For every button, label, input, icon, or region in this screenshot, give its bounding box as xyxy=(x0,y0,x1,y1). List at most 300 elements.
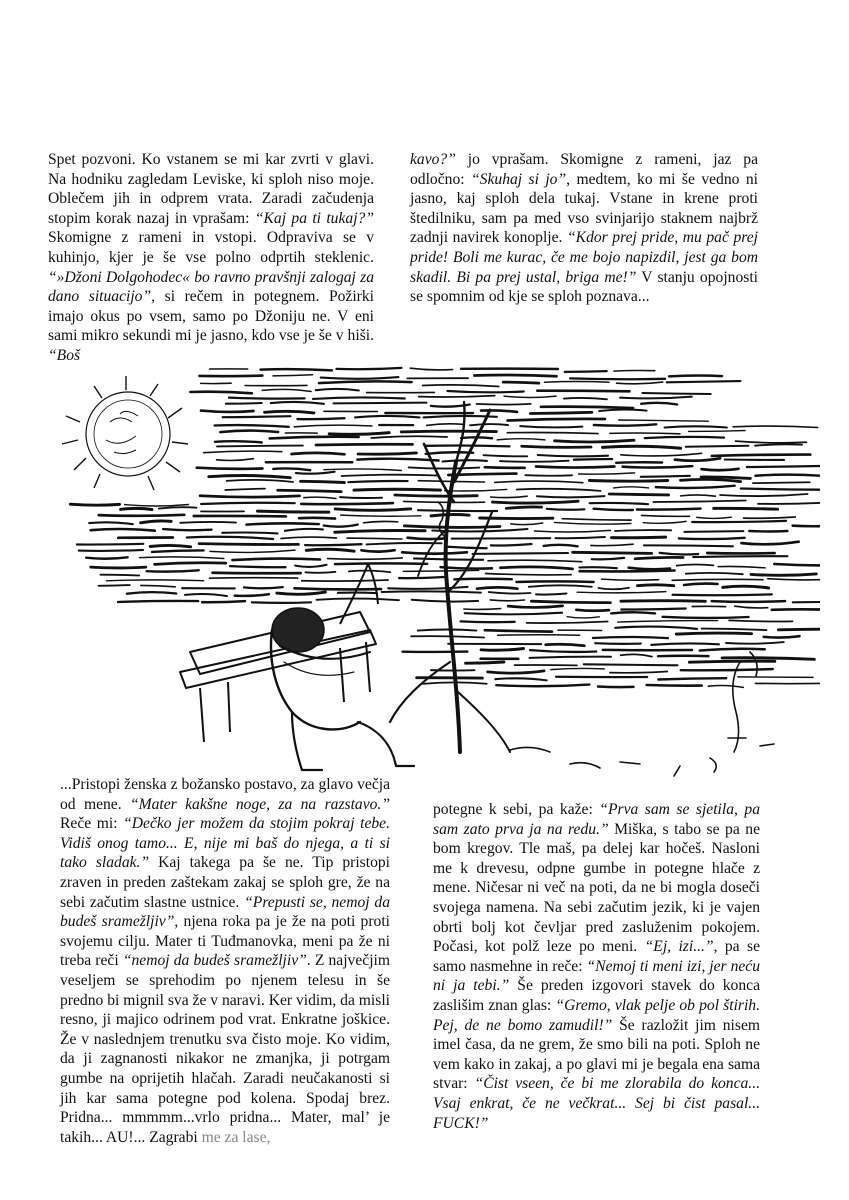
hatch-stroke xyxy=(576,610,609,611)
italic-run: “Gremo, vlak pelje ob pol štirih. Pej, de ne bomo zamudil!” xyxy=(433,996,760,1034)
hatch-stroke xyxy=(638,585,674,586)
hatch-stroke xyxy=(747,466,820,467)
hatch-stroke xyxy=(321,377,399,379)
hatch-stroke xyxy=(445,489,507,491)
hatch-stroke xyxy=(667,381,741,382)
italic-run: kavo?” xyxy=(410,151,456,168)
hatch-stroke xyxy=(382,591,481,592)
hatch-stroke xyxy=(324,469,401,471)
hatch-stroke xyxy=(125,505,189,507)
hatch-stroke xyxy=(686,446,749,447)
italic-run: “»Džoni Dolgohodec« bo ravno pravšnji zalogaj za dano situacijo” xyxy=(48,268,374,306)
hatch-stroke xyxy=(229,398,305,399)
hatch-stroke xyxy=(335,563,427,564)
hatch-stroke xyxy=(294,425,372,427)
hatch-stroke xyxy=(140,557,224,559)
text-run: , pa se samo nasmehne in reče: xyxy=(433,938,761,975)
text-run: , njena roka pa je že na poti proti svojemu cilju. Mater ti Tuđmanovka, meni pa že ni treba reči xyxy=(60,913,390,970)
italic-run: “nemoj da budeš sramežljiv” xyxy=(122,952,307,970)
text-run: Spet pozvoni. Ko vstanem se mi kar zvrti v glavi. Na hodniku zagledam Leviske, ki sploh niso moje. Oblečem jih in odprem vrata. Zaradi začudenja stopim korak nazaj in vprašam: xyxy=(48,151,374,227)
hatch-stroke xyxy=(230,566,286,567)
hatch-stroke xyxy=(623,466,693,467)
text-run: potegne k sebi, pa kaže: xyxy=(433,801,600,818)
hatch-stroke xyxy=(342,475,439,476)
hatch-stroke xyxy=(411,636,484,637)
hatch-stroke xyxy=(774,564,820,565)
hatch-stroke xyxy=(447,391,523,392)
hatch-stroke xyxy=(431,515,469,516)
hatch-stroke xyxy=(735,606,768,608)
italic-run: “Kaj pa ti tukaj?” xyxy=(254,209,374,227)
hatch-stroke xyxy=(335,509,411,511)
hatch-stroke xyxy=(645,437,724,438)
hatch-stroke xyxy=(621,654,652,656)
hatch-stroke xyxy=(618,621,718,623)
hatch-stroke xyxy=(489,592,531,593)
hatch-stroke xyxy=(653,501,746,503)
hatch-stroke xyxy=(304,497,336,498)
hatch-stroke xyxy=(209,476,290,478)
hatch-stroke xyxy=(573,552,652,553)
hatch-stroke xyxy=(700,649,765,651)
hatch-stroke xyxy=(465,613,562,615)
italic-run: “Prva sam se sjetila, pa sam zato prva ja na redu.” xyxy=(433,801,761,838)
hatch-stroke xyxy=(643,393,711,394)
hatch-stroke xyxy=(758,503,820,504)
hatch-stroke xyxy=(358,453,416,454)
hatch-stroke xyxy=(594,509,633,510)
hatch-stroke xyxy=(454,579,511,580)
hatch-stroke xyxy=(329,433,389,435)
hatch-stroke xyxy=(367,543,442,544)
hatch-stroke xyxy=(525,475,572,476)
hatch-stroke xyxy=(681,495,716,496)
hatch-stroke xyxy=(723,586,769,588)
hatch-stroke xyxy=(141,585,175,586)
hatch-stroke xyxy=(215,425,289,427)
hatch-stroke xyxy=(150,545,190,546)
text-run: Še razložit jim nisem imel časa, da ne grem, že smo bili na poti. Sploh ne vem kako in zakaj, a po glavi mi je begala ena sama stvar: xyxy=(433,1016,760,1093)
hatch-stroke xyxy=(589,481,667,482)
hatch-stroke xyxy=(520,426,582,427)
hatch-stroke xyxy=(316,389,359,391)
hatch-stroke xyxy=(227,480,294,482)
hatch-stroke xyxy=(419,396,495,397)
hatch-stroke xyxy=(295,565,326,567)
hatch-stroke xyxy=(495,678,546,680)
hatch-stroke xyxy=(522,446,591,447)
hatch-stroke xyxy=(361,550,394,551)
hatch-stroke xyxy=(768,579,820,580)
hatch-stroke xyxy=(301,503,393,504)
italic-run: “Prepusti se, nemoj da budeš sramežljiv” xyxy=(60,893,390,931)
hatch-stroke xyxy=(426,452,473,454)
hatch-stroke xyxy=(531,601,610,602)
hatch-stroke xyxy=(506,507,541,508)
hatch-stroke xyxy=(609,494,668,495)
hatch-stroke xyxy=(301,481,345,482)
hatch-stroke xyxy=(354,489,441,490)
hatch-stroke xyxy=(232,559,320,561)
hatch-stroke xyxy=(702,469,739,470)
hatch-stroke xyxy=(594,424,657,425)
hatch-stroke xyxy=(656,486,735,488)
hatch-stroke xyxy=(718,566,765,567)
hatch-stroke xyxy=(395,495,477,496)
hatch-stroke xyxy=(89,522,133,524)
hatch-stroke xyxy=(252,602,311,603)
hatch-stroke xyxy=(755,444,802,445)
hatch-stroke xyxy=(584,664,678,665)
hatch-stroke xyxy=(101,575,140,576)
hatch-stroke xyxy=(629,568,670,570)
text-run: Skomigne z rameni in vstopi. Odpraviva se v kuhinjo, kjer je še vse polno odprtih steklenic. xyxy=(48,229,374,266)
paragraph xyxy=(433,800,760,1133)
hatch-stroke xyxy=(665,426,727,427)
hatch-stroke xyxy=(488,560,582,562)
hatch-stroke xyxy=(736,441,807,443)
hatch-stroke xyxy=(371,436,447,438)
hatch-stroke xyxy=(147,570,199,571)
italic-run: “Skuhaj si jo” xyxy=(471,170,567,188)
italic-run: “Ej, izi...” xyxy=(644,938,714,956)
hatch-stroke xyxy=(610,433,680,434)
hatch-stroke xyxy=(210,550,295,552)
hatch-stroke xyxy=(246,523,318,524)
hatch-stroke xyxy=(579,567,617,568)
italic-run: “Kdor prej pride, mu pač prej pride! Boli me kurac, če me bojo napizdil, jest ga bom skadil. Bi pa prej ustal, briga me!” xyxy=(410,229,758,286)
text-run: Kaj takega pa še ne. Tip pristopi zraven in preden zaštekam zakaj se sploh gre, že na sebi začutim slastne ustnice. xyxy=(60,854,391,911)
hatch-stroke xyxy=(593,637,668,638)
hatch-stroke xyxy=(547,509,585,510)
hatch-stroke xyxy=(328,558,403,559)
hatch-stroke xyxy=(200,376,263,377)
hatch-stroke xyxy=(530,412,592,413)
hatch-stroke xyxy=(574,459,612,460)
hatch-stroke xyxy=(220,431,278,433)
hatch-stroke xyxy=(614,371,655,372)
hatch-stroke xyxy=(556,537,605,538)
text-column-top-right xyxy=(410,150,758,307)
hatch-stroke xyxy=(464,609,501,610)
hatch-stroke xyxy=(793,526,820,527)
text-run: V stanju opojnosti se spomnim od kje se sploh poznava... xyxy=(410,268,758,306)
hatch-stroke xyxy=(501,567,573,569)
hatch-stroke xyxy=(204,451,282,453)
hatch-stroke xyxy=(306,549,354,551)
hatch-stroke xyxy=(590,503,648,504)
hatch-stroke xyxy=(317,599,400,601)
hatch-stroke xyxy=(281,537,336,538)
hatch-stroke xyxy=(544,382,609,383)
hatch-stroke xyxy=(244,587,283,588)
hatch-stroke xyxy=(261,369,332,370)
hatch-stroke xyxy=(546,644,585,646)
hatch-stroke xyxy=(614,487,649,488)
hatch-stroke xyxy=(602,579,659,580)
hatch-stroke xyxy=(418,510,497,511)
hatch-stroke xyxy=(70,504,119,505)
hatch-stroke xyxy=(793,602,820,603)
hatch-stroke xyxy=(755,475,820,477)
hatch-stroke xyxy=(217,446,303,447)
hatch-stroke xyxy=(749,531,787,532)
hatch-stroke xyxy=(617,382,663,384)
hatch-stroke xyxy=(562,519,631,520)
hatch-stroke xyxy=(277,592,326,594)
hatch-stroke xyxy=(708,685,743,687)
hatch-stroke xyxy=(651,643,719,644)
hatch-stroke xyxy=(720,494,807,496)
hatch-stroke xyxy=(294,588,381,589)
hatch-stroke xyxy=(141,521,172,523)
hatch-stroke xyxy=(91,567,146,568)
hatch-stroke xyxy=(278,490,342,491)
hatch-stroke xyxy=(641,403,677,405)
hatch-stroke xyxy=(91,529,155,531)
hatch-stroke xyxy=(495,481,583,483)
hatch-stroke xyxy=(201,411,254,412)
hatch-stroke xyxy=(99,585,130,586)
hatch-stroke xyxy=(778,629,820,630)
hatch-stroke xyxy=(621,601,705,602)
hatch-stroke xyxy=(163,529,211,530)
hatch-stroke xyxy=(669,375,722,376)
hatch-stroke xyxy=(726,642,784,644)
hatch-stroke xyxy=(635,557,683,558)
hatch-stroke xyxy=(647,685,702,686)
hatch-stroke xyxy=(712,601,785,602)
hatch-stroke xyxy=(305,572,335,573)
hatch-stroke xyxy=(681,479,741,481)
hatch-stroke xyxy=(210,578,298,579)
hatch-stroke xyxy=(689,431,746,432)
hatch-stroke xyxy=(355,416,419,418)
hatch-stroke xyxy=(461,621,515,622)
hatch-stroke xyxy=(637,509,701,510)
hatch-stroke xyxy=(508,419,605,421)
hatch-stroke xyxy=(418,630,477,631)
hatch-stroke xyxy=(536,467,614,468)
hatch-stroke xyxy=(402,552,467,553)
ink-illustration xyxy=(40,362,820,782)
hatch-stroke xyxy=(692,521,786,522)
hatch-stroke xyxy=(340,497,382,498)
italic-run: “Boš xyxy=(48,346,81,364)
hatch-stroke xyxy=(159,507,197,508)
hatch-stroke xyxy=(423,385,499,387)
hatch-stroke xyxy=(527,622,608,624)
hatch-stroke xyxy=(127,592,177,594)
hatch-stroke xyxy=(334,403,427,404)
hatch-stroke xyxy=(772,609,820,611)
text-column-top-left xyxy=(48,150,374,366)
hatch-stroke xyxy=(599,410,646,411)
hatch-stroke xyxy=(408,538,446,539)
hatch-stroke xyxy=(337,368,402,369)
hatch-stroke xyxy=(621,609,685,610)
hatch-stroke xyxy=(86,557,127,558)
hatch-stroke xyxy=(551,668,604,669)
hatch-stroke xyxy=(537,496,605,497)
hatch-stroke xyxy=(271,402,324,404)
italic-run: “Mater kakšne noge, za na razstavo.” xyxy=(129,795,391,813)
paragraph xyxy=(60,775,390,1147)
hatch-stroke xyxy=(712,455,810,456)
italic-run: “Nemoj ti meni izi, jer neću ni ja tebi.” xyxy=(433,957,761,995)
hatch-stroke xyxy=(401,431,496,432)
hatch-stroke xyxy=(481,410,517,411)
text-run: jo vprašam. Skomigne z rameni, jaz pa odločno: xyxy=(410,151,758,188)
hatch-stroke xyxy=(197,468,263,469)
hatch-stroke xyxy=(185,594,227,596)
hatch-stroke xyxy=(292,453,345,454)
hatch-stroke xyxy=(298,418,345,419)
hatch-stroke xyxy=(347,538,402,539)
hatch-stroke xyxy=(722,658,814,660)
text-run: , medtem, ko mi še vedno ni jasno, kaj sploh dela tukaj. Vstane in krene proti štedilniku, sam pa med vso svinjarijo staknem najbrž zadnji navirek konoplje. xyxy=(410,170,758,247)
hatch-stroke xyxy=(702,629,767,631)
hatch-stroke xyxy=(299,518,335,519)
hatch-stroke xyxy=(222,533,277,534)
hatch-stroke xyxy=(693,556,787,557)
hatch-stroke xyxy=(258,511,329,512)
hatch-stroke xyxy=(744,517,796,518)
hatch-stroke xyxy=(729,620,792,621)
hatch-stroke xyxy=(598,687,633,688)
hatch-stroke xyxy=(714,508,778,509)
hatch-stroke xyxy=(741,489,820,490)
hatch-stroke xyxy=(426,445,509,446)
hatch-stroke xyxy=(679,538,745,539)
hatch-stroke xyxy=(673,594,772,595)
hatch-stroke xyxy=(187,537,273,539)
hatch-stroke xyxy=(615,627,697,629)
hatch-stroke xyxy=(410,368,452,370)
hatch-stroke xyxy=(409,467,480,468)
hatch-stroke xyxy=(202,601,245,602)
hatch-stroke xyxy=(213,573,301,574)
hatch-stroke xyxy=(79,550,143,551)
text-run: ...Pristopi ženska z božansko postavo, za glavo večja od mene. xyxy=(60,776,390,813)
hatch-stroke xyxy=(620,397,692,399)
hatch-stroke xyxy=(764,636,800,637)
hatch-stroke xyxy=(349,571,390,573)
hatch-stroke xyxy=(491,544,532,546)
hatch-stroke xyxy=(273,468,310,470)
hatch-stroke xyxy=(496,685,589,687)
hatch-stroke xyxy=(199,544,298,545)
hatch-stroke xyxy=(672,579,763,580)
text-column-bottom-right xyxy=(433,800,760,1133)
hatch-stroke xyxy=(180,522,236,523)
hatch-stroke xyxy=(223,416,291,417)
hatch-stroke xyxy=(226,403,262,404)
text-run: me za lase, xyxy=(201,1128,271,1146)
text-run: . Z največjim veseljem se sprehodim po njenem telesu in še predno bi mignil sva že v naravi. Ker vidim, da misli resno, ji majico odrinem pod vrat. Enkratne joškice. Že v naslednjem trenutku sva čisto moje. Ko vidim, da ji zagnanosti nikakor ne zmanjka, ji potrgam gumbe na oprijetih hlačah. Zaradi neučakanosti si jih kar sama potegne pod kolena. Spodaj brez. Pridna... mmmmm...vrlo pridna... Mater, mal’ je takih... AU!... Zagrabi xyxy=(60,952,390,1146)
hatch-stroke xyxy=(517,489,601,491)
hatch-stroke xyxy=(497,439,545,440)
hatch-stroke xyxy=(658,678,726,679)
text-run: , si rečem in potegnem. Požirki imajo okus po vsem, samo po Džoniju ne. V eni sami mikro sekundi mi je jasno, kdo vse je še v hiši. xyxy=(48,288,374,345)
hatch-stroke xyxy=(660,553,698,555)
hatch-stroke xyxy=(485,467,525,468)
hatch-stroke xyxy=(508,606,562,608)
hatch-stroke xyxy=(121,508,152,509)
hatch-stroke xyxy=(675,458,720,460)
hatch-stroke xyxy=(500,461,569,462)
hatch-stroke xyxy=(580,571,675,572)
moon xyxy=(62,376,188,490)
hatch-stroke xyxy=(466,662,504,663)
hatch-stroke xyxy=(619,420,708,421)
hatch-stroke xyxy=(603,446,681,448)
hatch-stroke xyxy=(595,643,641,644)
hatch-stroke xyxy=(751,574,816,575)
hatch-stroke xyxy=(477,587,517,588)
hatch-stroke xyxy=(612,537,666,538)
hatch-stroke xyxy=(77,544,143,545)
hatch-stroke xyxy=(493,501,579,503)
hatch-stroke xyxy=(681,669,773,670)
hatch-stroke xyxy=(733,426,818,427)
hatch-stroke xyxy=(316,444,413,445)
hatch-stroke xyxy=(152,550,204,552)
hatch-stroke xyxy=(273,375,313,376)
hatch-stroke xyxy=(686,573,743,574)
hatch-stroke xyxy=(477,404,531,405)
hatch-stroke xyxy=(643,521,686,523)
hatch-stroke xyxy=(592,558,624,559)
hatch-stroke xyxy=(742,542,799,545)
hatch-stroke xyxy=(503,382,539,383)
hatch-stroke xyxy=(684,531,743,532)
hatch-stroke xyxy=(190,392,252,394)
hatch-stroke xyxy=(642,515,690,516)
hatch-stroke xyxy=(677,565,714,566)
hatch-stroke xyxy=(427,424,463,426)
paragraph xyxy=(48,150,374,366)
hatch-stroke xyxy=(313,397,405,398)
hatch-stroke xyxy=(399,577,444,578)
hatch-stroke xyxy=(485,630,552,631)
text-run: Še preden izgovori stavek do konca zaslišim znan glas: xyxy=(433,977,760,1014)
hatch-stroke xyxy=(689,661,774,662)
hatch-stroke xyxy=(535,530,611,532)
hatch-stroke xyxy=(107,580,204,581)
hatch-stroke xyxy=(448,547,487,549)
hatch-stroke xyxy=(544,545,578,546)
hatch-stroke xyxy=(473,553,569,554)
hatch-stroke xyxy=(554,522,631,524)
hatch-stroke xyxy=(517,581,594,582)
hatch-stroke xyxy=(530,650,596,652)
hatch-stroke xyxy=(201,503,295,504)
hatch-stroke xyxy=(357,459,438,461)
hatch-stroke xyxy=(577,592,666,593)
hatch-stroke xyxy=(99,515,185,516)
hatch-stroke xyxy=(611,612,655,613)
hatch-stroke xyxy=(265,411,314,413)
hatch-stroke xyxy=(235,594,269,596)
hatch-stroke xyxy=(215,441,262,442)
hatch-stroke xyxy=(570,378,665,379)
hatch-stroke xyxy=(403,570,478,571)
hatch-stroke xyxy=(599,588,630,590)
hatch-stroke xyxy=(486,574,571,575)
hatch-stroke xyxy=(641,476,690,477)
hatch-stroke xyxy=(341,515,421,516)
